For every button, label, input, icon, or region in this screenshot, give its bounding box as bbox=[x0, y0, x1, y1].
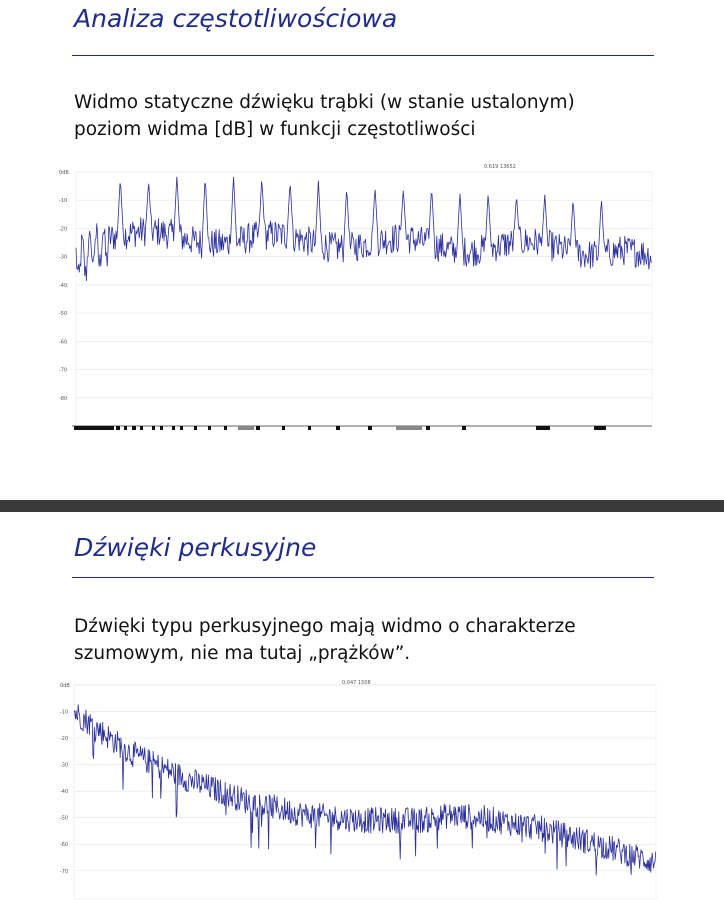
y-tick-label: -20 bbox=[60, 736, 69, 743]
slide-text bbox=[74, 89, 575, 143]
y-tick-label: -40 bbox=[60, 789, 69, 796]
chart-annotation: 0.047 1508 bbox=[342, 680, 371, 686]
x-axis-marker bbox=[282, 426, 285, 430]
x-axis-marker bbox=[180, 426, 183, 430]
x-axis-marker bbox=[140, 426, 143, 430]
y-tick-label: -60 bbox=[60, 842, 69, 849]
y-tick-label: -10 bbox=[59, 198, 68, 205]
y-tick-label: -30 bbox=[59, 254, 68, 261]
y-tick-label: -80 bbox=[59, 395, 68, 402]
y-tick-label: -10 bbox=[60, 709, 69, 716]
y-tick-label: -70 bbox=[60, 868, 69, 875]
slide-text bbox=[74, 613, 576, 667]
x-axis-marker bbox=[426, 426, 430, 430]
slide-separator bbox=[0, 500, 724, 512]
x-axis-marker bbox=[224, 426, 227, 430]
slide-percussive-sounds bbox=[0, 512, 724, 900]
y-tick-label: -50 bbox=[60, 815, 69, 822]
text-line: poziom widma [dB] w funkcji częstotliwości bbox=[74, 119, 476, 140]
text-line: szumowym, nie ma tutaj „prążków”. bbox=[74, 643, 411, 664]
x-axis-marker bbox=[462, 426, 466, 430]
slide-title: Dźwięki perkusyjne bbox=[74, 533, 317, 562]
x-axis-marker bbox=[256, 426, 260, 430]
y-tick-label: 0dB bbox=[59, 170, 69, 176]
y-tick-label: 0dB bbox=[60, 683, 70, 689]
y-tick-label: -40 bbox=[59, 282, 68, 289]
x-axis-marker bbox=[368, 426, 372, 430]
x-axis-marker bbox=[132, 426, 136, 430]
y-tick-label: -50 bbox=[59, 311, 68, 318]
plot-area bbox=[76, 172, 652, 426]
y-tick-label: -30 bbox=[60, 762, 69, 769]
y-tick-label: -20 bbox=[59, 226, 68, 233]
x-axis-marker bbox=[308, 426, 311, 430]
x-axis-marker bbox=[194, 426, 197, 430]
x-axis-marker bbox=[124, 426, 127, 430]
x-axis-marker bbox=[396, 426, 422, 430]
x-axis-marker bbox=[594, 426, 606, 430]
x-axis-marker bbox=[238, 426, 254, 430]
y-tick-label: -70 bbox=[59, 367, 68, 374]
x-axis-marker bbox=[116, 426, 120, 430]
trumpet-spectrum-chart bbox=[56, 160, 656, 436]
x-axis-marker bbox=[536, 426, 550, 430]
x-axis-marker bbox=[336, 426, 340, 430]
title-divider bbox=[72, 55, 654, 56]
x-axis-marker bbox=[152, 426, 155, 430]
text-line: Widmo statyczne dźwięku trąbki (w stanie ustalonym) bbox=[74, 92, 575, 113]
chart-annotation: 0.619 13652 bbox=[484, 164, 516, 170]
y-tick-label: -60 bbox=[59, 339, 68, 346]
x-axis-marker bbox=[160, 426, 163, 430]
percussion-spectrum-chart bbox=[56, 675, 660, 900]
title-divider bbox=[72, 577, 654, 578]
x-axis-marker bbox=[74, 426, 114, 430]
percussion-spectrum-svg bbox=[56, 675, 660, 900]
text-line: Dźwięki typu perkusyjnego mają widmo o charakterze bbox=[74, 616, 576, 637]
x-axis-marker bbox=[208, 426, 211, 430]
x-axis-marker bbox=[172, 426, 175, 430]
slide-title: Analiza częstotliwościowa bbox=[74, 4, 398, 33]
trumpet-spectrum-svg bbox=[56, 160, 656, 436]
